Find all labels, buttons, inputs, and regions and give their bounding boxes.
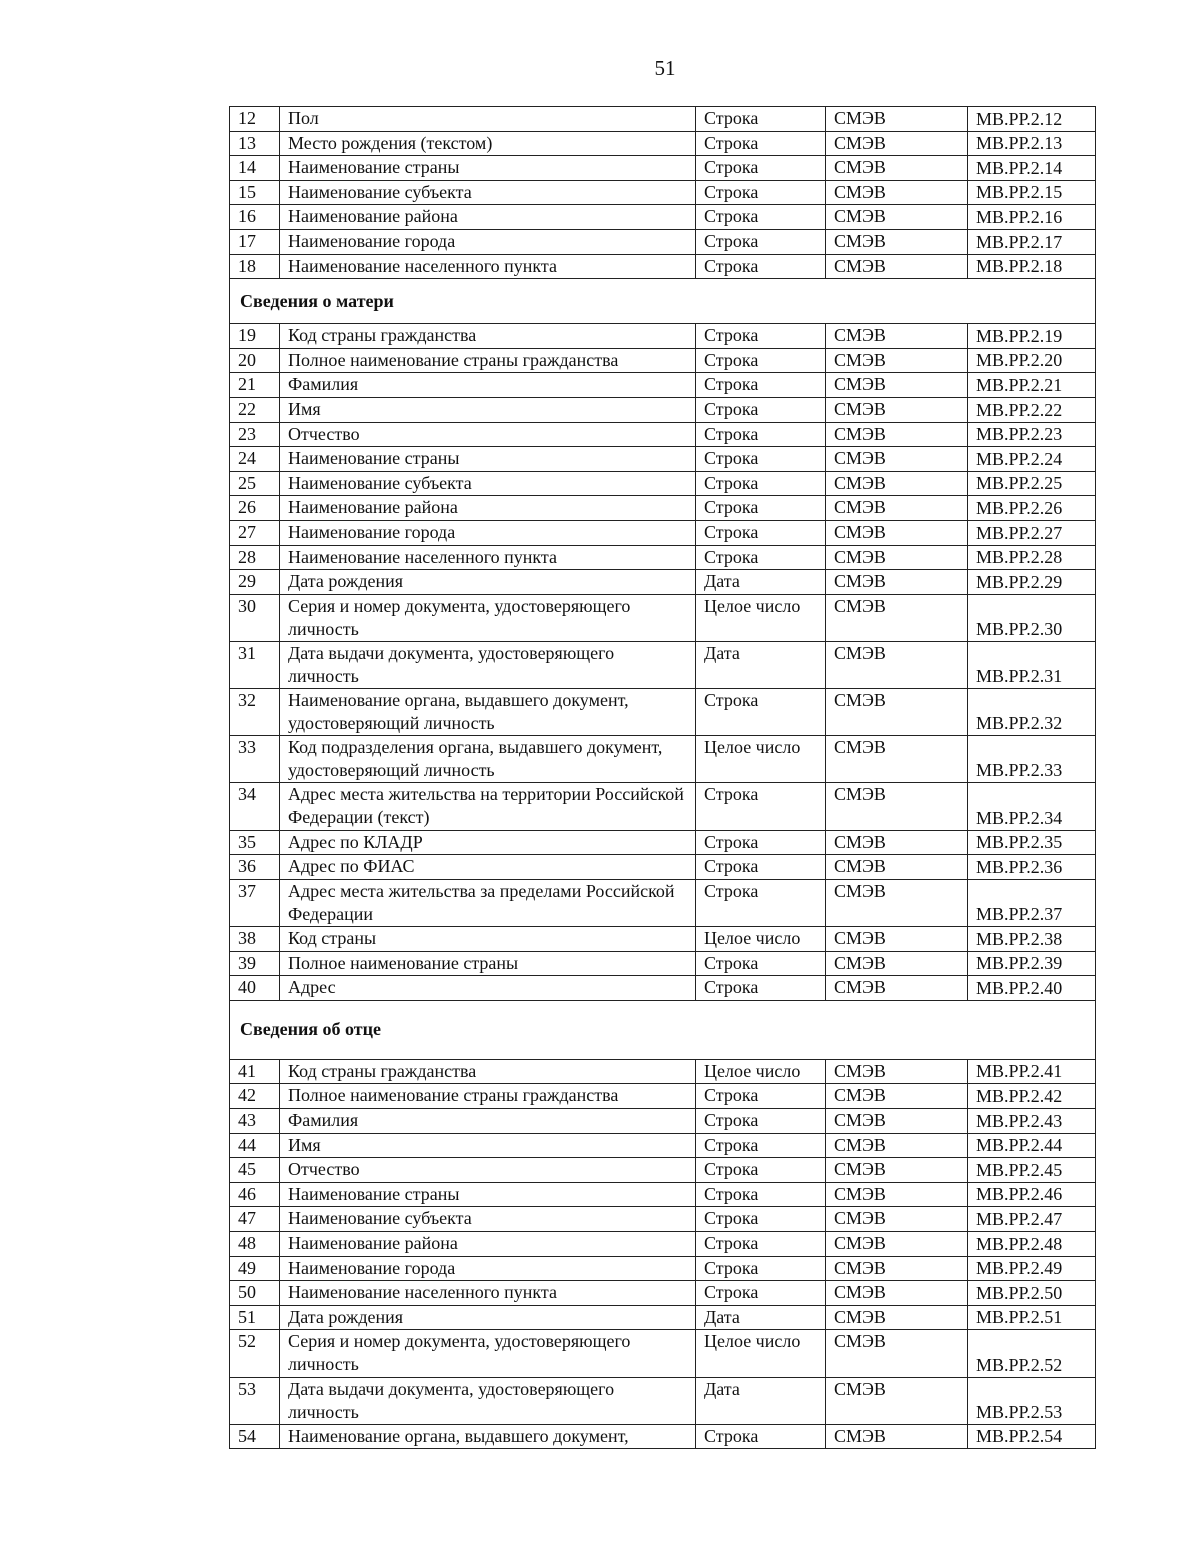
section-title-father: Сведения об отце xyxy=(230,1000,1096,1059)
cell-type: Строка xyxy=(696,205,826,230)
table-row xyxy=(230,397,1096,422)
cell-code: МВ.РР.2.39 xyxy=(968,951,1096,976)
cell-name: Дата выдачи документа, удостоверяющего личность xyxy=(280,641,696,688)
section-row-mother xyxy=(230,279,1096,324)
cell-number: 47 xyxy=(230,1207,280,1232)
table-row xyxy=(230,1281,1096,1306)
cell-number: 15 xyxy=(230,180,280,205)
cell-number: 38 xyxy=(230,927,280,952)
cell-name: Наименование органа, выдавшего документ, xyxy=(280,1424,696,1449)
cell-name: Наименование субъекта xyxy=(280,1207,696,1232)
cell-type: Строка xyxy=(696,107,826,132)
table-row xyxy=(230,570,1096,595)
cell-code: МВ.РР.2.21 xyxy=(968,373,1096,398)
table-row xyxy=(230,879,1096,926)
cell-source: СМЭВ xyxy=(826,447,968,472)
cell-name: Адрес по КЛАДР xyxy=(280,830,696,855)
cell-number: 37 xyxy=(230,879,280,926)
cell-code: МВ.РР.2.49 xyxy=(968,1256,1096,1281)
cell-code: МВ.РР.2.30 xyxy=(968,594,1096,641)
cell-name: Наименование населенного пункта xyxy=(280,545,696,570)
cell-type: Строка xyxy=(696,1182,826,1207)
table-row xyxy=(230,229,1096,254)
cell-number: 28 xyxy=(230,545,280,570)
table-section-mother xyxy=(230,279,1096,324)
cell-code: МВ.РР.2.34 xyxy=(968,783,1096,830)
cell-code: МВ.РР.2.18 xyxy=(968,254,1096,279)
cell-source: СМЭВ xyxy=(826,156,968,181)
table-row xyxy=(230,156,1096,181)
cell-source: СМЭВ xyxy=(826,1330,968,1377)
cell-code: МВ.РР.2.40 xyxy=(968,976,1096,1001)
cell-source: СМЭВ xyxy=(826,348,968,373)
table-row xyxy=(230,131,1096,156)
cell-number: 22 xyxy=(230,397,280,422)
table-row xyxy=(230,471,1096,496)
cell-name: Полное наименование страны xyxy=(280,951,696,976)
table-row xyxy=(230,205,1096,230)
cell-name: Наименование города xyxy=(280,229,696,254)
table-group-a xyxy=(230,107,1096,279)
table-row xyxy=(230,951,1096,976)
cell-type: Строка xyxy=(696,976,826,1001)
cell-type: Строка xyxy=(696,830,826,855)
table-row xyxy=(230,927,1096,952)
page-number: 51 xyxy=(654,56,676,80)
table-row xyxy=(230,1182,1096,1207)
cell-source: СМЭВ xyxy=(826,736,968,783)
cell-number: 24 xyxy=(230,447,280,472)
cell-name: Адрес xyxy=(280,976,696,1001)
table-row xyxy=(230,254,1096,279)
cell-name: Серия и номер документа, удостоверяющего личность xyxy=(280,594,696,641)
cell-code: МВ.РР.2.53 xyxy=(968,1377,1096,1424)
table-row xyxy=(230,324,1096,349)
cell-number: 36 xyxy=(230,855,280,880)
cell-code: МВ.РР.2.47 xyxy=(968,1207,1096,1232)
cell-source: СМЭВ xyxy=(826,422,968,447)
table-row xyxy=(230,1108,1096,1133)
cell-code: МВ.РР.2.35 xyxy=(968,830,1096,855)
cell-source: СМЭВ xyxy=(826,205,968,230)
table-row xyxy=(230,348,1096,373)
cell-number: 52 xyxy=(230,1330,280,1377)
table-row xyxy=(230,783,1096,830)
cell-type: Строка xyxy=(696,1108,826,1133)
table-row xyxy=(230,422,1096,447)
cell-source: СМЭВ xyxy=(826,594,968,641)
cell-source: СМЭВ xyxy=(826,1424,968,1449)
cell-code: МВ.РР.2.29 xyxy=(968,570,1096,595)
cell-number: 23 xyxy=(230,422,280,447)
table-row xyxy=(230,1256,1096,1281)
cell-type: Целое число xyxy=(696,594,826,641)
cell-type: Целое число xyxy=(696,1330,826,1377)
cell-source: СМЭВ xyxy=(826,879,968,926)
cell-number: 29 xyxy=(230,570,280,595)
cell-name: Наименование города xyxy=(280,1256,696,1281)
cell-source: СМЭВ xyxy=(826,324,968,349)
cell-name: Наименование страны xyxy=(280,156,696,181)
cell-code: МВ.РР.2.52 xyxy=(968,1330,1096,1377)
cell-name: Код подразделения органа, выдавшего документ, удостоверяющий личность xyxy=(280,736,696,783)
table-row xyxy=(230,855,1096,880)
section-title-mother: Сведения о матери xyxy=(230,279,1096,324)
cell-number: 39 xyxy=(230,951,280,976)
cell-source: СМЭВ xyxy=(826,520,968,545)
table-row xyxy=(230,1231,1096,1256)
table-row xyxy=(230,1207,1096,1232)
cell-name: Место рождения (текстом) xyxy=(280,131,696,156)
cell-number: 45 xyxy=(230,1158,280,1183)
cell-name: Адрес места жительства за пределами Российской Федерации xyxy=(280,879,696,926)
table-row xyxy=(230,594,1096,641)
cell-source: СМЭВ xyxy=(826,1377,968,1424)
table-row xyxy=(230,520,1096,545)
cell-number: 34 xyxy=(230,783,280,830)
cell-number: 27 xyxy=(230,520,280,545)
cell-type: Строка xyxy=(696,879,826,926)
cell-type: Строка xyxy=(696,348,826,373)
cell-number: 43 xyxy=(230,1108,280,1133)
cell-type: Строка xyxy=(696,156,826,181)
cell-name: Пол xyxy=(280,107,696,132)
cell-code: МВ.РР.2.17 xyxy=(968,229,1096,254)
cell-name: Код страны гражданства xyxy=(280,1059,696,1084)
cell-type: Целое число xyxy=(696,1059,826,1084)
cell-type: Строка xyxy=(696,373,826,398)
cell-source: СМЭВ xyxy=(826,254,968,279)
table-row xyxy=(230,976,1096,1001)
table-row xyxy=(230,107,1096,132)
cell-name: Наименование города xyxy=(280,520,696,545)
cell-source: СМЭВ xyxy=(826,107,968,132)
cell-type: Дата xyxy=(696,1305,826,1330)
cell-number: 46 xyxy=(230,1182,280,1207)
cell-type: Строка xyxy=(696,324,826,349)
table-row xyxy=(230,1158,1096,1183)
cell-number: 31 xyxy=(230,641,280,688)
cell-source: СМЭВ xyxy=(826,570,968,595)
cell-type: Строка xyxy=(696,447,826,472)
data-table xyxy=(229,106,1096,1449)
cell-name: Наименование субъекта xyxy=(280,471,696,496)
cell-code: МВ.РР.2.15 xyxy=(968,180,1096,205)
cell-type: Целое число xyxy=(696,736,826,783)
cell-name: Имя xyxy=(280,397,696,422)
cell-type: Строка xyxy=(696,397,826,422)
cell-number: 53 xyxy=(230,1377,280,1424)
cell-type: Строка xyxy=(696,855,826,880)
cell-type: Строка xyxy=(696,131,826,156)
cell-name: Отчество xyxy=(280,1158,696,1183)
cell-number: 17 xyxy=(230,229,280,254)
cell-type: Строка xyxy=(696,422,826,447)
table-row xyxy=(230,1377,1096,1424)
cell-source: СМЭВ xyxy=(826,855,968,880)
cell-number: 50 xyxy=(230,1281,280,1306)
cell-number: 48 xyxy=(230,1231,280,1256)
cell-type: Строка xyxy=(696,951,826,976)
cell-number: 21 xyxy=(230,373,280,398)
cell-type: Строка xyxy=(696,471,826,496)
cell-code: МВ.РР.2.26 xyxy=(968,496,1096,521)
cell-source: СМЭВ xyxy=(826,1182,968,1207)
cell-name: Дата выдачи документа, удостоверяющего личность xyxy=(280,1377,696,1424)
cell-code: МВ.РР.2.38 xyxy=(968,927,1096,952)
cell-source: СМЭВ xyxy=(826,180,968,205)
cell-type: Строка xyxy=(696,1256,826,1281)
cell-type: Строка xyxy=(696,689,826,736)
cell-number: 20 xyxy=(230,348,280,373)
cell-code: МВ.РР.2.27 xyxy=(968,520,1096,545)
cell-number: 42 xyxy=(230,1084,280,1109)
cell-code: МВ.РР.2.36 xyxy=(968,855,1096,880)
cell-name: Наименование района xyxy=(280,1231,696,1256)
cell-code: МВ.РР.2.43 xyxy=(968,1108,1096,1133)
cell-name: Адрес места жительства на территории Российской Федерации (текст) xyxy=(280,783,696,830)
cell-code: МВ.РР.2.41 xyxy=(968,1059,1096,1084)
cell-type: Строка xyxy=(696,1231,826,1256)
cell-type: Строка xyxy=(696,1281,826,1306)
cell-number: 19 xyxy=(230,324,280,349)
cell-type: Строка xyxy=(696,1133,826,1158)
cell-code: МВ.РР.2.13 xyxy=(968,131,1096,156)
cell-source: СМЭВ xyxy=(826,496,968,521)
cell-source: СМЭВ xyxy=(826,1281,968,1306)
cell-code: МВ.РР.2.28 xyxy=(968,545,1096,570)
cell-code: МВ.РР.2.33 xyxy=(968,736,1096,783)
cell-number: 40 xyxy=(230,976,280,1001)
cell-code: МВ.РР.2.54 xyxy=(968,1424,1096,1449)
cell-source: СМЭВ xyxy=(826,1256,968,1281)
cell-type: Строка xyxy=(696,1424,826,1449)
cell-type: Строка xyxy=(696,254,826,279)
table-row xyxy=(230,736,1096,783)
cell-name: Серия и номер документа, удостоверяющего личность xyxy=(280,1330,696,1377)
cell-source: СМЭВ xyxy=(826,471,968,496)
cell-name: Наименование субъекта xyxy=(280,180,696,205)
cell-number: 51 xyxy=(230,1305,280,1330)
cell-type: Строка xyxy=(696,1158,826,1183)
cell-number: 30 xyxy=(230,594,280,641)
cell-name: Наименование населенного пункта xyxy=(280,1281,696,1306)
table-row xyxy=(230,1084,1096,1109)
cell-code: МВ.РР.2.45 xyxy=(968,1158,1096,1183)
table-row xyxy=(230,1305,1096,1330)
cell-code: МВ.РР.2.48 xyxy=(968,1231,1096,1256)
cell-code: МВ.РР.2.25 xyxy=(968,471,1096,496)
table-row xyxy=(230,496,1096,521)
cell-code: МВ.РР.2.19 xyxy=(968,324,1096,349)
cell-source: СМЭВ xyxy=(826,1108,968,1133)
cell-source: СМЭВ xyxy=(826,545,968,570)
cell-number: 33 xyxy=(230,736,280,783)
table-row xyxy=(230,689,1096,736)
cell-name: Полное наименование страны гражданства xyxy=(280,348,696,373)
table-row xyxy=(230,1133,1096,1158)
cell-source: СМЭВ xyxy=(826,830,968,855)
cell-name: Код страны гражданства xyxy=(280,324,696,349)
cell-number: 41 xyxy=(230,1059,280,1084)
table-row xyxy=(230,830,1096,855)
table-row xyxy=(230,1330,1096,1377)
cell-name: Наименование страны xyxy=(280,1182,696,1207)
cell-source: СМЭВ xyxy=(826,783,968,830)
cell-code: МВ.РР.2.51 xyxy=(968,1305,1096,1330)
cell-code: МВ.РР.2.12 xyxy=(968,107,1096,132)
cell-name: Наименование страны xyxy=(280,447,696,472)
cell-number: 44 xyxy=(230,1133,280,1158)
cell-name: Наименование органа, выдавшего документ, удостоверяющий личность xyxy=(280,689,696,736)
cell-number: 18 xyxy=(230,254,280,279)
cell-source: СМЭВ xyxy=(826,1158,968,1183)
table-group-c xyxy=(230,1059,1096,1449)
cell-number: 12 xyxy=(230,107,280,132)
cell-code: МВ.РР.2.46 xyxy=(968,1182,1096,1207)
cell-source: СМЭВ xyxy=(826,1305,968,1330)
cell-type: Строка xyxy=(696,1084,826,1109)
cell-number: 49 xyxy=(230,1256,280,1281)
cell-name: Наименование района xyxy=(280,205,696,230)
cell-code: МВ.РР.2.14 xyxy=(968,156,1096,181)
cell-source: СМЭВ xyxy=(826,131,968,156)
cell-type: Дата xyxy=(696,1377,826,1424)
table-row xyxy=(230,447,1096,472)
cell-code: МВ.РР.2.44 xyxy=(968,1133,1096,1158)
cell-source: СМЭВ xyxy=(826,229,968,254)
cell-source: СМЭВ xyxy=(826,397,968,422)
cell-code: МВ.РР.2.42 xyxy=(968,1084,1096,1109)
cell-source: СМЭВ xyxy=(826,641,968,688)
cell-number: 32 xyxy=(230,689,280,736)
cell-number: 16 xyxy=(230,205,280,230)
cell-source: СМЭВ xyxy=(826,1207,968,1232)
cell-name: Наименование района xyxy=(280,496,696,521)
cell-source: СМЭВ xyxy=(826,373,968,398)
cell-name: Отчество xyxy=(280,422,696,447)
cell-name: Дата рождения xyxy=(280,570,696,595)
cell-name: Полное наименование страны гражданства xyxy=(280,1084,696,1109)
cell-number: 26 xyxy=(230,496,280,521)
cell-code: МВ.РР.2.37 xyxy=(968,879,1096,926)
cell-type: Строка xyxy=(696,545,826,570)
cell-type: Строка xyxy=(696,229,826,254)
cell-type: Дата xyxy=(696,570,826,595)
cell-name: Код страны xyxy=(280,927,696,952)
cell-source: СМЭВ xyxy=(826,927,968,952)
cell-code: МВ.РР.2.50 xyxy=(968,1281,1096,1306)
cell-type: Строка xyxy=(696,520,826,545)
cell-code: МВ.РР.2.16 xyxy=(968,205,1096,230)
cell-type: Строка xyxy=(696,1207,826,1232)
cell-name: Адрес по ФИАС xyxy=(280,855,696,880)
table-section-father xyxy=(230,1000,1096,1059)
cell-code: МВ.РР.2.32 xyxy=(968,689,1096,736)
cell-type: Целое число xyxy=(696,927,826,952)
cell-code: МВ.РР.2.31 xyxy=(968,641,1096,688)
cell-code: МВ.РР.2.23 xyxy=(968,422,1096,447)
cell-type: Строка xyxy=(696,783,826,830)
cell-type: Строка xyxy=(696,180,826,205)
cell-number: 25 xyxy=(230,471,280,496)
cell-number: 35 xyxy=(230,830,280,855)
cell-code: МВ.РР.2.24 xyxy=(968,447,1096,472)
table-row xyxy=(230,180,1096,205)
table-row xyxy=(230,1059,1096,1084)
cell-source: СМЭВ xyxy=(826,976,968,1001)
cell-name: Имя xyxy=(280,1133,696,1158)
table-row xyxy=(230,545,1096,570)
cell-name: Дата рождения xyxy=(280,1305,696,1330)
cell-source: СМЭВ xyxy=(826,951,968,976)
cell-number: 54 xyxy=(230,1424,280,1449)
table-row xyxy=(230,641,1096,688)
cell-source: СМЭВ xyxy=(826,1133,968,1158)
table-row xyxy=(230,373,1096,398)
table-group-b xyxy=(230,324,1096,1001)
cell-type: Дата xyxy=(696,641,826,688)
cell-source: СМЭВ xyxy=(826,1231,968,1256)
cell-number: 13 xyxy=(230,131,280,156)
cell-code: МВ.РР.2.20 xyxy=(968,348,1096,373)
cell-number: 14 xyxy=(230,156,280,181)
cell-name: Наименование населенного пункта xyxy=(280,254,696,279)
cell-name: Фамилия xyxy=(280,373,696,398)
cell-source: СМЭВ xyxy=(826,1059,968,1084)
section-row-father xyxy=(230,1000,1096,1059)
cell-name: Фамилия xyxy=(280,1108,696,1133)
cell-code: МВ.РР.2.22 xyxy=(968,397,1096,422)
table-row xyxy=(230,1424,1096,1449)
cell-type: Строка xyxy=(696,496,826,521)
cell-source: СМЭВ xyxy=(826,689,968,736)
cell-source: СМЭВ xyxy=(826,1084,968,1109)
